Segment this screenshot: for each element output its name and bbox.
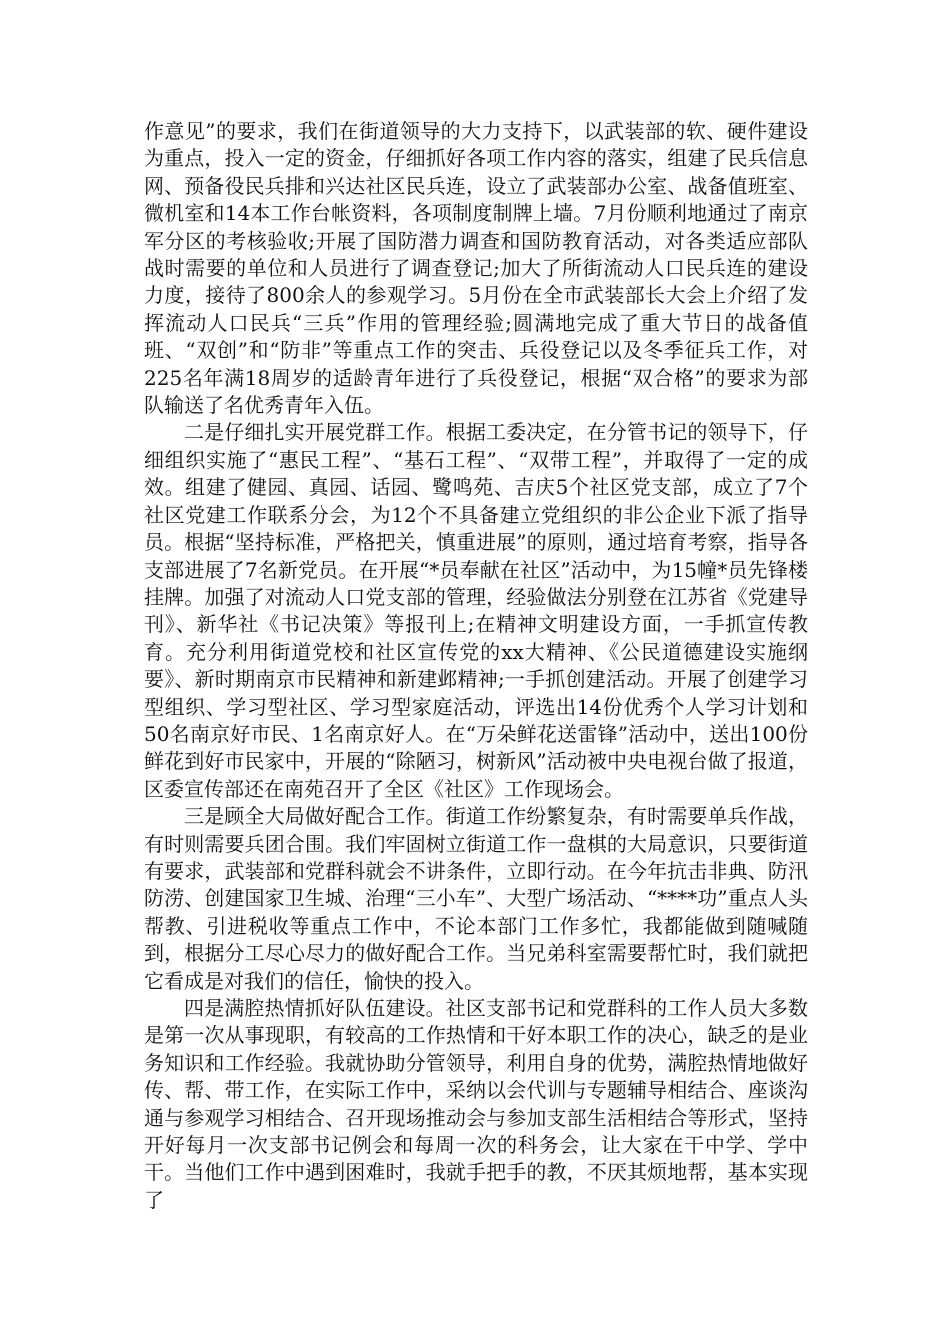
paragraph-continued: 作意见”的要求，我们在街道领导的大力支持下，以武装部的软、硬件建设为重点，投入一定的资金，仔细抓好各项工作内容的落实，组建了民兵信息网、预备役民兵排和兴达社区民兵连，设立了武装部办公室、战备值班室、微机室和14本工作台帐资料，各项制度制牌上墙。7月份顺利地通过了南京军分区的考核验收;开展了国防潜力调查和国防教育活动，对各类适应部队战时需要的单位和人员进行了调查登记;加大了所街流动人口民兵连的建设力度，接待了800余人的参观学习。5月份在全市武装部长大会上介绍了发挥流动人口民兵“三兵”作用的管理经验;圆满地完成了重大节日的战备值班、“双创”和“防非”等重点工作的突击、兵役登记以及冬季征兵工作，对225名年满18周岁的适龄青年进行了兵役登记，根据“双合格”的要求为部队输送了名优秀青年入伍。 (144, 119, 808, 418)
document-body (144, 118, 808, 1214)
paragraph-party-work: 二是仔细扎实开展党群工作。根据工委决定，在分管书记的领导下，仔细组织实施了“惠民工程”、“基石工程”、“双带工程”，并取得了一定的成效。组建了健园、真园、话园、鹭鸣苑、吉庆5个社区党支部，成立了7个社区党建工作联系分会，为12个不具备建立党组织的非公企业下派了指导员。根据“坚持标准，严格把关，慎重进展”的原则，通过培育考察，指导各支部进展了7名新党员。在开展“*员奉献在社区”活动中，为15幢*员先锋楼挂牌。加强了对流动人口党支部的管理，经验做法分别登在江苏省《党建导刊》、新华社《书记决策》等报刊上;在精神文明建设方面，一手抓宣传教育。充分利用街道党校和社区宣传党的xx大精神、《公民道德建设实施纲要》、新时期南京市民精神和新建邺精神;一手抓创建活动。开展了创建学习型组织、学习型社区、学习型家庭活动，评选出14份优秀个人学习计划和50名南京好市民、1名南京好人。在“万朵鲜花送雷锋”活动中，送出100份鲜花到好市民家中，开展的“除陋习，树新风”活动被中央电视台做了报道，区委宣传部还在南苑召开了全区《社区》工作现场会。 (144, 420, 808, 801)
paragraph-cooperation-work: 三是顾全大局做好配合工作。街道工作纷繁复杂，有时需要单兵作战，有时则需要兵团合围。我们牢固树立街道工作一盘棋的大局意识，只要街道有要求，武装部和党群科就会不讲条件，立即行动。在今年抗击非典、防汛防涝、创建国家卫生城、治理“三小车”、大型广场活动、“****功”重点人头帮教、引进税收等重点工作中，不论本部门工作多忙，我都能做到随喊随到，根据分工尽心尽力的做好配合工作。当兄弟科室需要帮忙时，我们就把它看成是对我们的信任，愉快的投入。 (144, 804, 808, 993)
paragraph-team-building: 四是满腔热情抓好队伍建设。社区支部书记和党群科的工作人员大多数是第一次从事现职，有较高的工作热情和干好本职工作的决心，缺乏的是业务知识和工作经验。我就协助分管领导，利用自身的优势，满腔热情地做好传、帮、带工作，在实际工作中，采纳以会代训与专题辅导相结合、座谈沟通与参观学习相结合、召开现场推动会与参加支部生活相结合等形式，坚持开好每月一次支部书记例会和每周一次的科务会，让大家在干中学、学中干。当他们工作中遇到困难时，我就手把手的教，不厌其烦地帮，基本实现了 (144, 996, 808, 1212)
